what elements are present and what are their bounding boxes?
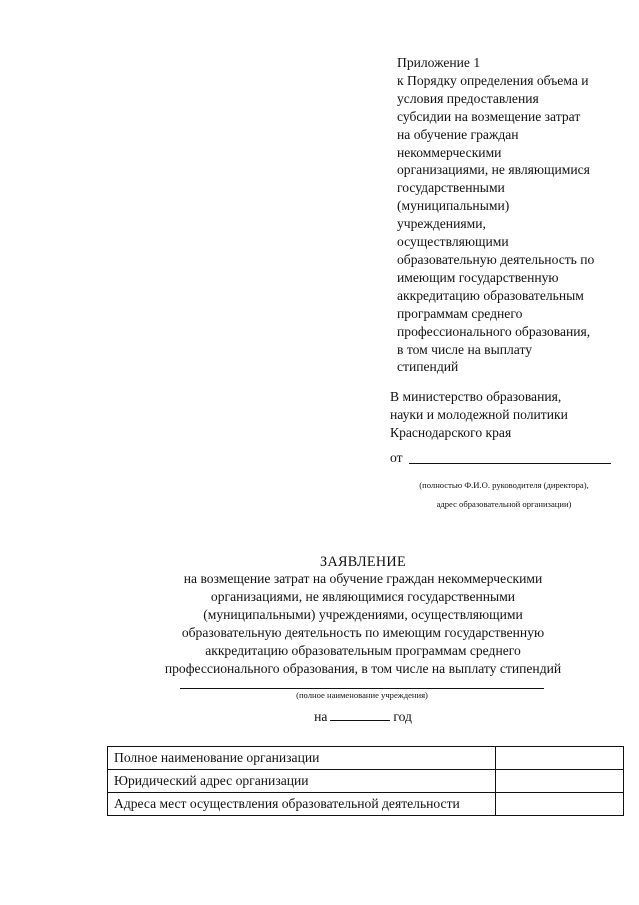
appendix-line: организациями, не являющимися xyxy=(397,162,590,178)
document-title: ЗАЯВЛЕНИЕ xyxy=(320,554,406,570)
appendix-line: государственными xyxy=(397,180,505,196)
appendix-line: на обучение граждан xyxy=(397,126,519,142)
table-row xyxy=(108,770,624,793)
appendix-line: стипендий xyxy=(397,359,459,375)
subtitle-line: (муниципальными) учреждениями, осуществляющими xyxy=(203,607,523,622)
table-cell-value[interactable] xyxy=(496,747,624,770)
subtitle-line: профессионального образования, в том числе на выплату стипендий xyxy=(164,661,562,676)
subtitle-line: образовательную деятельность по имеющим государственную xyxy=(181,625,545,640)
table-row xyxy=(108,793,624,816)
year-row xyxy=(0,708,639,726)
appendix-line: субсидии на возмещение затрат xyxy=(397,108,581,124)
addressee-block xyxy=(390,388,568,442)
from-caption xyxy=(390,476,618,514)
institution-caption: (полное наименование учреждения) xyxy=(296,690,428,700)
subtitle-line: организациями, не являющимися государственными xyxy=(210,589,516,604)
year-suffix: год xyxy=(393,709,412,724)
from-caption-line: адрес образовательной организации) xyxy=(436,499,572,509)
appendix-line: Приложение 1 xyxy=(397,55,481,70)
appendix-line: образовательную деятельность по xyxy=(397,251,595,267)
document-subtitle xyxy=(0,570,639,678)
addressee-line: В министерство образования, xyxy=(390,389,562,404)
appendix-line: условия предоставления xyxy=(397,90,539,106)
table-cell-label: Юридический адрес организации xyxy=(108,770,496,793)
addressee-line: Краснодарского края xyxy=(390,425,512,440)
table-cell-label: Адреса мест осуществления образовательной деятельности xyxy=(108,793,496,816)
appendix-line: учреждениями, xyxy=(397,216,486,232)
appendix-line: некоммерческими xyxy=(397,144,502,160)
from-signature-line[interactable] xyxy=(409,463,611,464)
appendix-header xyxy=(397,54,635,376)
organization-table xyxy=(107,746,624,816)
table-cell-value[interactable] xyxy=(496,770,624,793)
table-cell-value[interactable] xyxy=(496,793,624,816)
appendix-line: профессионального образования, xyxy=(397,323,591,339)
appendix-line: программам среднего xyxy=(397,305,523,321)
appendix-line: имеющим государственную xyxy=(397,269,559,285)
table-cell-label: Полное наименование организации xyxy=(108,747,496,770)
appendix-line: к Порядку определения объема и xyxy=(397,72,589,88)
appendix-line: осуществляющими xyxy=(397,234,509,250)
addressee-line: науки и молодежной политики xyxy=(390,407,568,422)
from-caption-line: (полностью Ф.И.О. руководителя (директора), xyxy=(419,480,589,490)
appendix-line: (муниципальными) xyxy=(397,198,510,214)
year-prefix: на xyxy=(314,709,328,724)
subtitle-line: аккредитацию образовательным программам среднего xyxy=(205,643,521,658)
table-row xyxy=(108,747,624,770)
appendix-line: в том числе на выплату xyxy=(397,341,533,357)
year-blank-line[interactable] xyxy=(330,708,390,721)
appendix-line: аккредитацию образовательным xyxy=(397,287,584,303)
subtitle-line: на возмещение затрат на обучение граждан некоммерческими xyxy=(183,571,543,586)
from-label: от xyxy=(390,450,403,465)
